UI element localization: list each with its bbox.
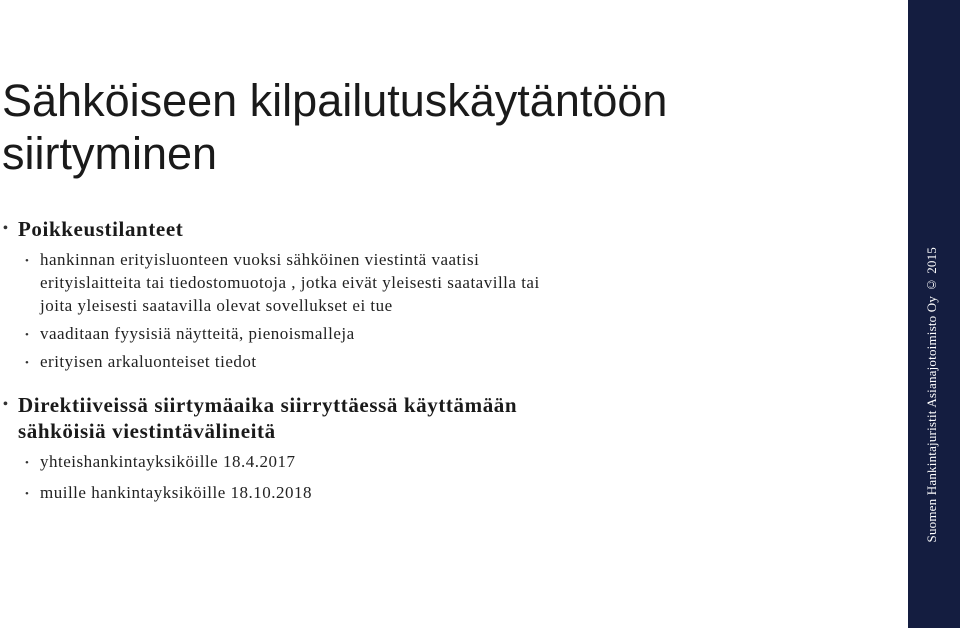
sub-bullets-2 <box>0 452 880 503</box>
bullet-dot-icon: • <box>25 357 30 369</box>
sub-bullet-item <box>0 452 880 472</box>
bullet-dot-icon: • <box>25 457 30 469</box>
sub-bullet-line: vaaditaan fyysisiä näytteitä, pienoismalleja <box>40 324 355 343</box>
sub-bullet-item <box>0 250 880 316</box>
slide-title-line-2: siirtyminen <box>2 128 218 179</box>
sub-bullet-item <box>0 324 880 344</box>
sub-bullet-item <box>0 352 880 372</box>
bullet-dot-icon: • <box>25 488 30 500</box>
sub-bullet-line: erityislaitteita tai tiedostomuotoja , jotka eivät yleisesti saatavilla tai <box>40 273 540 292</box>
bullet-label-line: sähköisiä viestintävälineitä <box>18 419 276 443</box>
slide-title <box>2 74 882 180</box>
brand-sidebar <box>908 0 960 628</box>
sub-bullet-line: yhteishankintayksiköille 18.4.2017 <box>40 452 296 471</box>
bullet-dot-icon: • <box>3 221 9 236</box>
copyright-text: Suomen Hankintajuristit Asianajotoimisto Oy © 2015 <box>924 246 939 542</box>
bullet-dot-icon: • <box>3 397 9 412</box>
bullet-label-line: Direktiiveissä siirtymäaika siirryttäessä käyttämään <box>18 393 518 417</box>
bullet-dot-icon: • <box>25 255 30 267</box>
sub-bullet-line: joita yleisesti saatavilla olevat sovellukset ei tue <box>40 296 393 315</box>
slide-content <box>0 216 880 503</box>
bullet-dot-icon: • <box>25 329 30 341</box>
slide-title-line-1: Sähköiseen kilpailutuskäytäntöön <box>2 75 668 126</box>
sub-bullet-line: hankinnan erityisluonteen vuoksi sähköinen viestintä vaatisi <box>40 250 480 269</box>
bullet-direktiiveissa <box>0 392 880 444</box>
sub-bullet-item <box>0 483 880 503</box>
bullet-poikkeustilanteet <box>0 216 880 242</box>
sub-bullets-1 <box>0 250 880 372</box>
sub-bullet-line: erityisen arkaluonteiset tiedot <box>40 352 257 371</box>
sub-bullet-line: muille hankintayksiköille 18.10.2018 <box>40 483 313 502</box>
bullet-label: Poikkeustilanteet <box>18 217 184 241</box>
